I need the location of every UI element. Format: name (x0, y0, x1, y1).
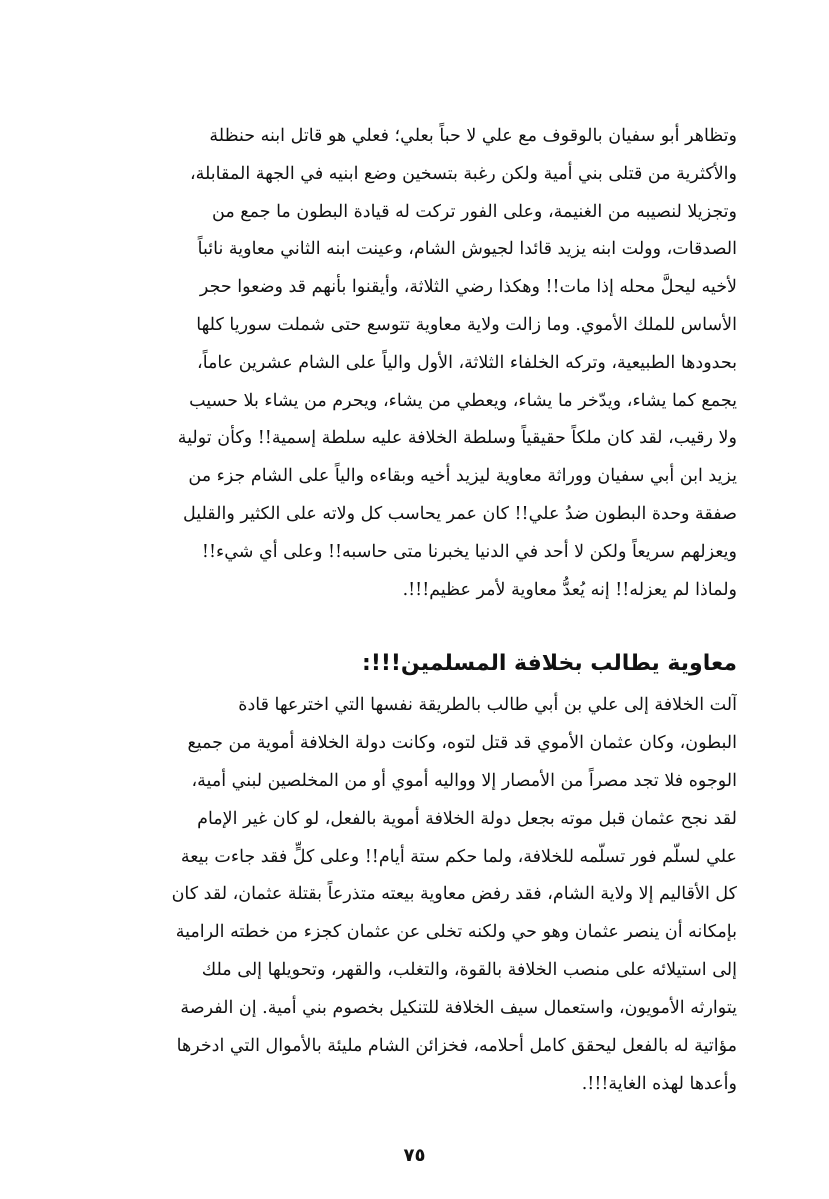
paragraph-line: مؤاتية له بالفعل ليحقق كامل أحلامه، فخزائن الشام مليئة بالأموال التي ادخرها (176, 1036, 737, 1057)
paragraph-line: الأساس للملك الأموي. وما زالت ولاية معاوية تتوسع حتى شملت سوريا كلها (196, 314, 737, 335)
paragraph-line: لقد نجح عثمان قبل موته بجعل دولة الخلافة أموية بالفعل، لو كان غير الإمام (197, 808, 737, 829)
section-heading: معاوية يطالب بخلافة المسلمين!!!: (362, 651, 737, 677)
paragraph-line: بإمكانه أن ينصر عثمان وهو حي ولكنه تخلى عن عثمان كجزء من خطته الرامية (175, 922, 737, 943)
paragraph-line: ولماذا لم يعزله!! إنه يُعدُّ معاوية لأمر عظيم!!!. (402, 579, 737, 600)
paragraph-line: يجمع كما يشاء، ويدّخر ما يشاء، ويعطي من يشاء، ويحرم من يشاء بلا حسيب (189, 390, 737, 411)
paragraph-line: يزيد ابن أبي سفيان ووراثة معاوية ليزيد أخيه وبقاءه والياً على الشام جزء من (188, 466, 737, 487)
paragraph-2 (92, 687, 737, 1104)
page-number: ٧٥ (403, 1145, 426, 1166)
paragraph-line: الصدقات، وولت ابنه يزيد قائدا لجيوش الشام، وعينت ابنه الثاني معاوية نائباً (197, 239, 737, 260)
paragraph-1 (92, 118, 737, 609)
paragraph-line: صفقة وحدة البطون ضدُ علي!! كان عمر يحاسب كل ولاته على الكثير والقليل (182, 503, 737, 524)
paragraph-line: وتظاهر أبو سفيان بالوقوف مع علي لا حباً بعلي؛ فعلي هو قاتل ابنه حنظلة (209, 126, 737, 146)
paragraph-line: علي لسلّم فور تسلّمه للخلافة، ولما حكم ستة أيام!! وعلى كلٍّ فقد جاءت بيعة (180, 846, 737, 867)
paragraph-line: البطون، وكان عثمان الأموي قد قتل لتوه، وكانت دولة الخلافة أموية من جميع (187, 732, 737, 753)
paragraph-line: كل الأقاليم إلا ولاية الشام، فقد رفض معاوية بيعته متذرعاً بقتلة عثمان، لقد كان (171, 884, 737, 905)
paragraph-line: إلى استيلائه على منصب الخلافة بالقوة، والتغلب، والقهر، وتحويلها إلى ملك (201, 960, 737, 981)
paragraph-line: بحدودها الطبيعية، وتركه الخلفاء الثلاثة، الأول والياً على الشام عشرين عاماً، (197, 352, 737, 373)
paragraph-line: ويعزلهم سريعاً ولكن لا أحد في الدنيا يخبرنا متى حاسبه!! وعلى أي شيء!! (201, 541, 737, 562)
paragraph-line: لأخيه ليحلَّ محله إذا مات!! وهكذا رضي الثلاثة، وأيقنوا بأنهم قد وضعوا حجر (199, 277, 737, 298)
paragraph-line: الوجوه فلا تجد مصراً من الأمصار إلا وواليه أموي أو من المخلصين لبني أمية، (191, 770, 737, 791)
paragraph-line: وتجزيلا لنصيبه من الغنيمة، وعلى الفور تركت له قيادة البطون ما جمع من (212, 201, 737, 222)
paragraph-line: والأكثرية من قتلى بني أمية ولكن رغبة بتسخين وضع ابنيه في الجهة المقابلة، (189, 163, 737, 184)
paragraph-line: يتوارثه الأمويون، واستعمال سيف الخلافة للتنكيل بخصوم بني أمية. إن الفرصة (180, 998, 737, 1019)
paragraph-line: وأعدها لهذه الغاية!!!. (581, 1073, 737, 1094)
paragraph-line: آلت الخلافة إلى علي بن أبي طالب بالطريقة نفسها التي اخترعها قادة (238, 695, 737, 715)
paragraph-line: ولا رقيب، لقد كان ملكاً حقيقياً وسلطة الخلافة عليه سلطة إسمية!! وكأن تولية (177, 428, 737, 449)
